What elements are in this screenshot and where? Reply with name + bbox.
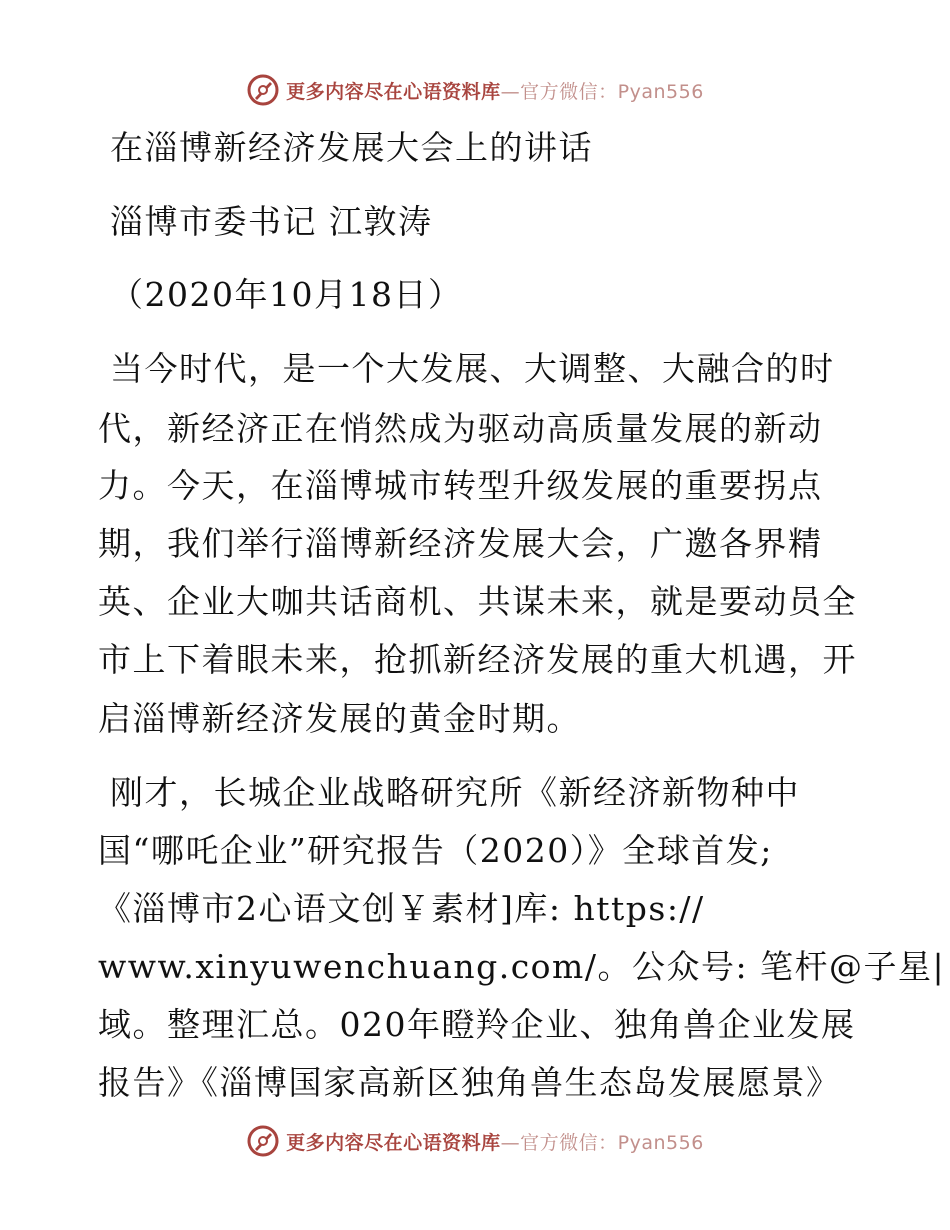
watermark-contact: —官方微信：Pyan556 xyxy=(500,80,704,103)
quill-logo-icon xyxy=(246,1124,280,1158)
paragraph-line: 《淄博市2心语文创￥素材]库: https:// xyxy=(98,889,705,928)
paragraph-line: 启淄博新经济发展的黄金时期。 xyxy=(98,699,581,738)
date-line: （2020年10月18日） xyxy=(110,275,463,314)
author-line: 淄博市委书记 江敦涛 xyxy=(110,202,433,241)
paragraph-line: 国“哪吒企业”研究报告（2020）》全球首发; xyxy=(98,831,773,870)
document-title: 在淄博新经济发展大会上的讲话 xyxy=(110,128,593,167)
paragraph-line: 刚才，长城企业战略研究所《新经济新物种中 xyxy=(110,773,800,812)
paragraph-line: 域。整理汇总。020年瞪羚企业、独角兽企业发展 xyxy=(98,1005,856,1044)
watermark-label: 更多内容尽在心语资料库 xyxy=(286,80,501,103)
paragraph-line: 报告》《淄博国家高新区独角兽生态岛发展愿景》 xyxy=(98,1063,841,1102)
paragraph-line: 代，新经济正在悄然成为驱动高质量发展的新动 xyxy=(98,409,823,448)
paragraph-line: 英、企业大咖共话商机、共谋未来，就是要动员全 xyxy=(98,582,857,621)
paragraph-line: 力。今天，在淄博城市转型升级发展的重要拐点 xyxy=(98,466,823,505)
paragraph-line: 期，我们举行淄博新经济发展大会，广邀各界精 xyxy=(98,524,823,563)
footer-watermark xyxy=(0,1121,950,1161)
paragraph-line: www.xinyuwenchuang.com/。公众号: 笔杆@子星| xyxy=(98,947,946,986)
watermark-label: 更多内容尽在心语资料库 xyxy=(286,1131,501,1154)
watermark-contact: —官方微信：Pyan556 xyxy=(500,1131,704,1154)
paragraph-line: 当今时代，是一个大发展、大调整、大融合的时 xyxy=(110,349,835,388)
paragraph-line: 市上下着眼未来，抢抓新经济发展的重大机遇，开 xyxy=(98,640,857,679)
